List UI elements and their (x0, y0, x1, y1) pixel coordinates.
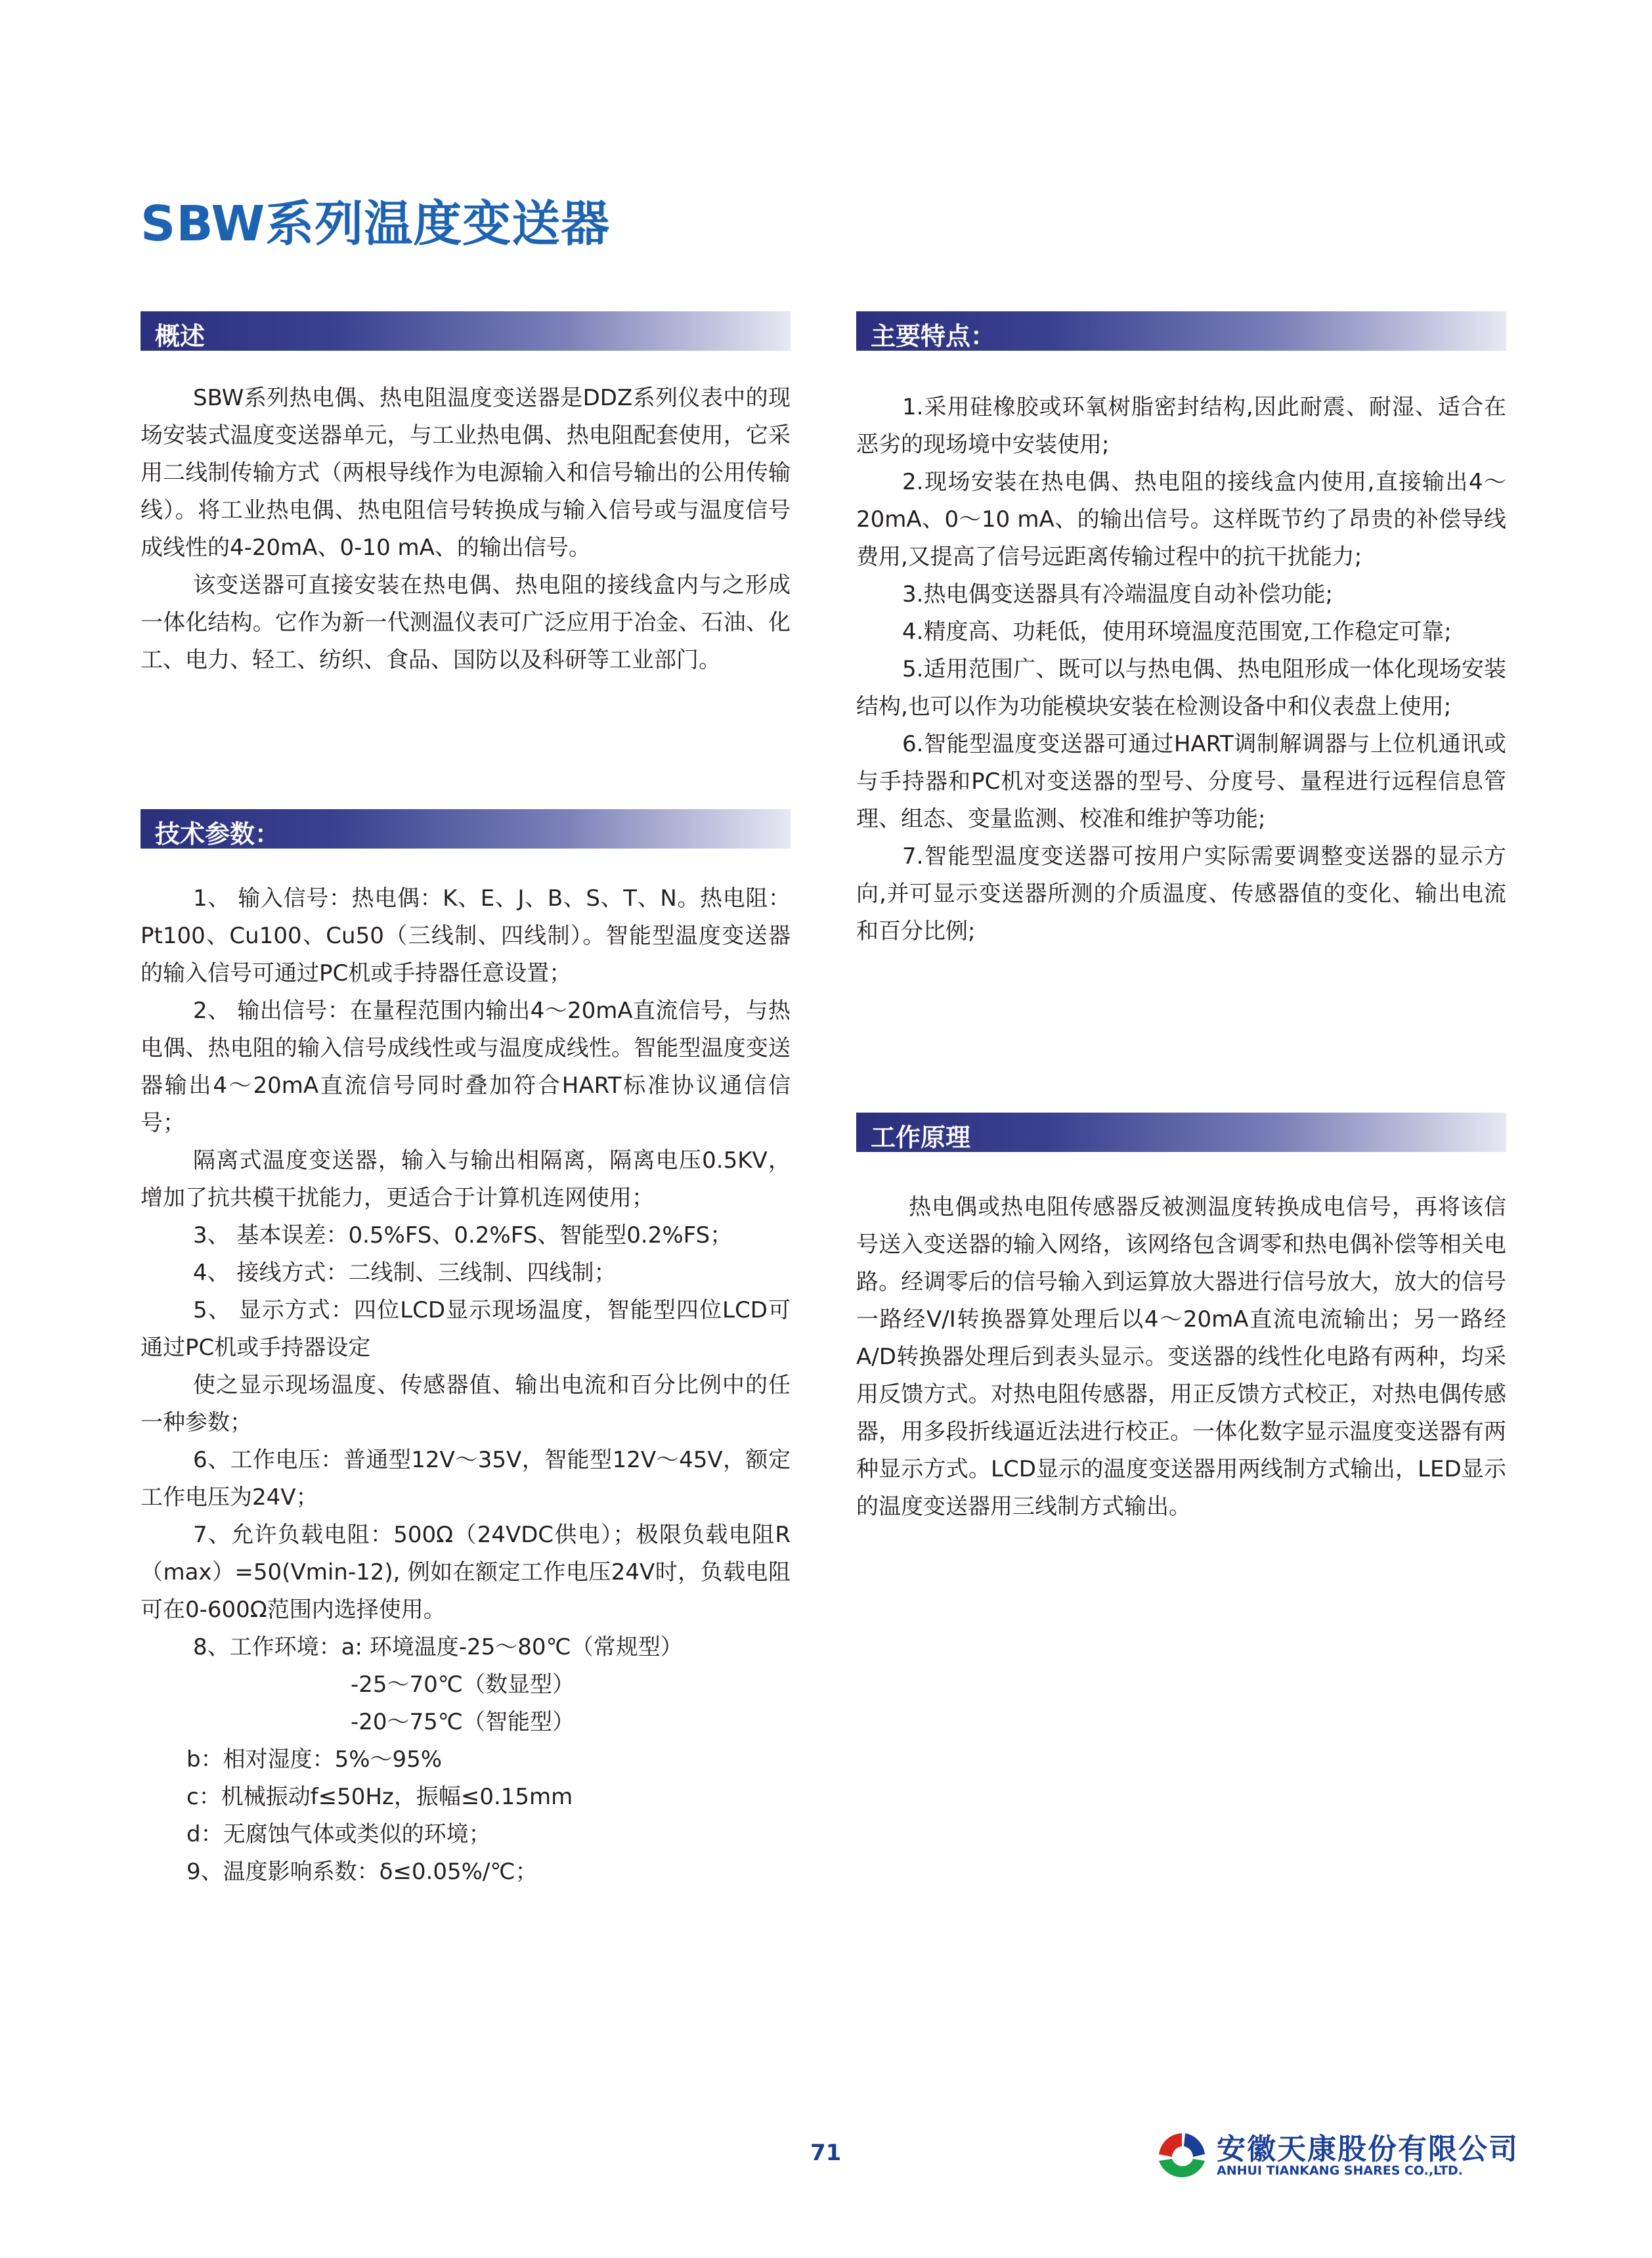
company-logo (1152, 2125, 1520, 2191)
company-name-en: ANHUI TIANKANG SHARES CO.,LTD. (1217, 2163, 1464, 2178)
feature-item: 4.精度高、功耗低，使用环境温度范围宽,工作稳定可靠; (902, 619, 1452, 645)
principle-body (856, 1189, 1506, 1526)
param-item: -25～70℃（数显型） (351, 1671, 575, 1698)
param-item: -20～75℃（智能型） (351, 1709, 575, 1735)
param-item: d：无腐蚀气体或类似的环境； (186, 1821, 491, 1848)
company-logo-icon (1152, 2128, 1211, 2187)
param-item: 1、 输入信号：热电偶：K、E、J、B、S、T、N。热电阻： Pt100、Cu100、Cu50（三线制、四线制）。智能型温度变送器的输入信号可通过PC机或手持器任意设置； (141, 885, 791, 986)
param-item: 3、 基本误差：0.5%FS、0.2%FS、智能型0.2%FS； (193, 1222, 733, 1249)
param-item: 5、 显示方式：四位LCD显示现场温度，智能型四位LCD可通过PC机或手持器设定 (141, 1297, 791, 1361)
section-header-label: 工作原理 (871, 1123, 971, 1152)
paragraph: 热电偶或热电阻传感器反被测温度转换成电信号，再将该信号送入变送器的输入网络，该网络包含调零和热电偶补偿等相关电路。经调零后的信号输入到运算放大器进行信号放大，放大的信号一路经V/I转换器算处理后以4～20mA直流电流输出；另一路经A/D转换器处理后到表头显示。变送器的线性化电路有两种，均采用反馈方式。对热电阻传感器，用正反馈方式校正，对热电偶传感器，用多段折线逼近法进行校正。一体化数字显示温度变送器有两种显示方式。LCD显示的温度变送器用两线制方式输出，LED显示的温度变送器用三线制方式输出。 (856, 1194, 1506, 1520)
section-header-params (141, 809, 791, 849)
section-header-principle (856, 1113, 1506, 1152)
overview-body (141, 380, 791, 679)
params-body (141, 880, 791, 1891)
param-item: b：相对湿度：5%～95% (186, 1746, 443, 1773)
feature-item: 6.智能型温度变送器可通过HART调制解调器与上位机通讯或与手持器和PC机对变送器的型号、分度号、量程进行远程信息管理、组态、变量监测、校准和维护等功能; (856, 731, 1506, 832)
feature-item: 7.智能型温度变送器可按用户实际需要调整变送器的显示方向,并可显示变送器所测的介质温度、传感器值的变化、输出电流和百分比例; (856, 843, 1506, 944)
paragraph: 该变送器可直接安装在热电偶、热电阻的接线盒内与之形成一体化结构。它作为新一代测温仪表可广泛应用于冶金、石油、化工、电力、轻工、纺织、食品、国防以及科研等工业部门。 (141, 572, 791, 673)
param-item: c：机械振动f≤50Hz，振幅≤0.15mm (186, 1784, 573, 1810)
page-number: 71 (810, 2140, 842, 2166)
feature-item: 2.现场安装在热电偶、热电阻的接线盒内使用,直接输出4～20mA、0～10 mA、的输出信号。这样既节约了昂贵的补偿导线费用,又提高了信号远距离传输过程中的抗干扰能力; (856, 469, 1506, 570)
paragraph: SBW系列热电偶、热电阻温度变送器是DDZ系列仪表中的现场安装式温度变送器单元，与工业热电偶、热电阻配套使用，它采用二线制传输方式（两根导线作为电源输入和信号输出的公用传输线）。将工业热电偶、热电阻信号转换成与输入信号或与温度信号成线性的4-20mA、0-10 mA、的输出信号。 (141, 385, 791, 561)
feature-item: 1.采用硅橡胶或环氧树脂密封结构,因此耐震、耐湿、适合在恶劣的现场境中安装使用; (856, 394, 1506, 458)
features-body (856, 389, 1506, 950)
section-header-label: 主要特点： (871, 322, 996, 351)
param-item: 8、工作环境：a: 环境温度-25～80℃（常规型） (193, 1634, 683, 1660)
page-title: SBW系列温度变送器 (141, 196, 611, 252)
param-item: 使之显示现场温度、传感器值、输出电流和百分比例中的任一种参数； (141, 1372, 791, 1436)
param-item: 6、工作电压：普通型12V～35V，智能型12V～45V，额定工作电压为24V； (141, 1447, 791, 1511)
param-item: 隔离式温度变送器，输入与输出相隔离，隔离电压0.5KV，增加了抗共模干扰能力，更适合于计算机连网使用； (141, 1147, 791, 1211)
param-item: 4、 接线方式：二线制、三线制、四线制； (193, 1260, 617, 1286)
section-header-features (856, 311, 1506, 351)
feature-item: 3.热电偶变送器具有冷端温度自动补偿功能; (902, 581, 1333, 608)
section-header-label: 技术参数： (155, 820, 280, 849)
param-item: 9、温度影响系数：δ≤0.05%/℃； (186, 1859, 538, 1885)
company-name-cn: 安徽天康股份有限公司 (1217, 2133, 1519, 2166)
section-header-label: 概述 (155, 322, 206, 351)
param-item: 2、 输出信号：在量程范围内输出4～20mA直流信号，与热电偶、热电阻的输入信号成线性或与温度成线性。智能型温度变送器输出4～20mA直流信号同时叠加符合HART标准协议通信信号； (141, 998, 791, 1136)
feature-item: 5.适用范围广、既可以与热电偶、热电阻形成一体化现场安装结构,也可以作为功能模块安装在检测设备中和仪表盘上使用; (856, 656, 1506, 720)
param-item: 7、允许负载电阻：500Ω（24VDC供电）；极限负载电阻R（max）=50(Vmin-12), 例如在额定工作电压24V时，负载电阻可在0-600Ω范围内选择使用。 (141, 1522, 791, 1623)
section-header-overview (141, 311, 791, 351)
